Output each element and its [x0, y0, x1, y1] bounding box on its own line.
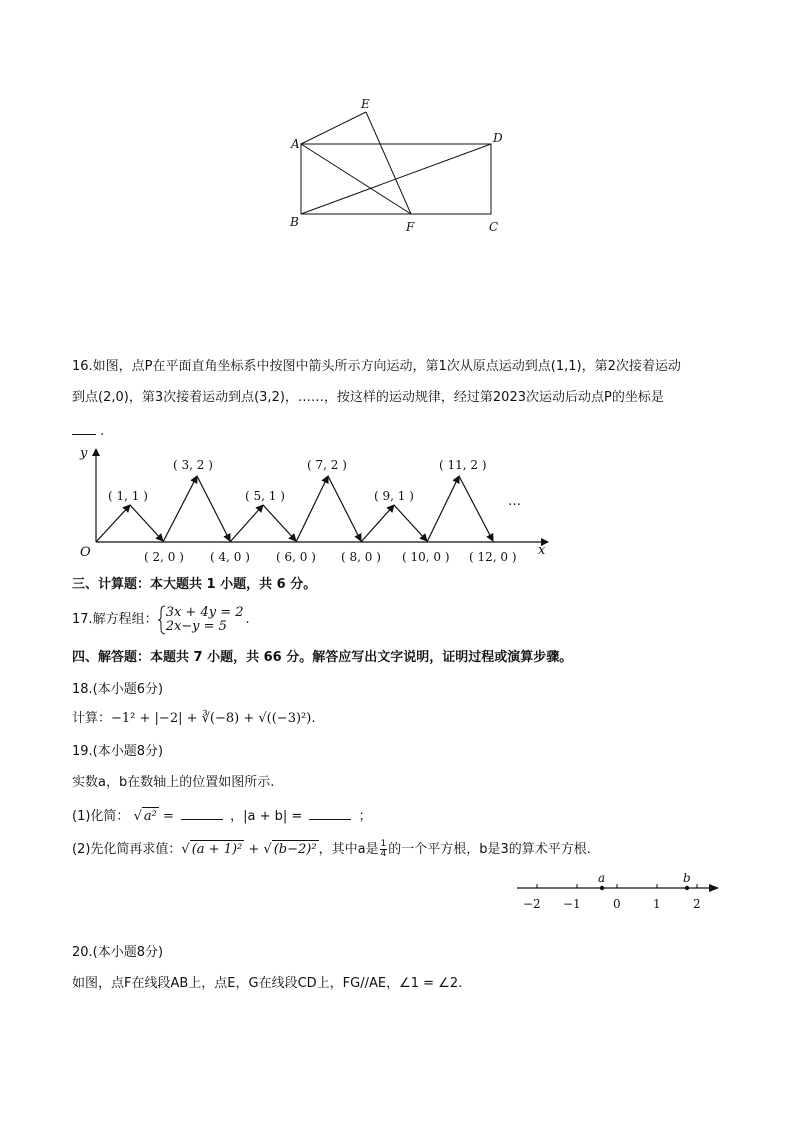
q19-part1-end: ；: [358, 809, 372, 824]
q16-period: .: [100, 424, 105, 439]
q19-blank-1: [181, 805, 223, 820]
q20-text: 如图，点F在线段AB上，点E，G在线段CD上，FG//AE，∠1 = ∠2.: [72, 976, 463, 991]
point-a-label: a: [598, 871, 606, 885]
label-f: F: [406, 220, 415, 234]
bottom-label-6: ( 12, 0 ): [469, 550, 517, 564]
arrow-4: [197, 476, 230, 541]
label-a: A: [291, 137, 300, 151]
q19-part1-prefix: (1)化简：: [72, 809, 130, 824]
label-e: E: [361, 97, 370, 111]
arrow-3: [163, 476, 197, 542]
q18-expression: −1² + |−2| + ∛(−8) + √((−3)²).: [111, 711, 316, 726]
q17-suffix: .: [245, 612, 250, 627]
bottom-label-3: ( 6, 0 ): [276, 550, 316, 564]
bottom-label-2: ( 4, 0 ): [210, 550, 250, 564]
q19-part2: [72, 840, 591, 859]
point-b: [685, 886, 689, 890]
brace-icon: [158, 605, 166, 635]
q18-title: 18.(本小题6分): [72, 682, 164, 697]
arrow-9: [361, 505, 394, 542]
q18-body: [72, 710, 315, 728]
number-line: [512, 870, 724, 915]
q19-part2-expression: √ (a + 1)² + √ (b−2)²: [181, 842, 317, 857]
q17-system: [166, 606, 244, 634]
q16-answer-blank: [72, 420, 96, 435]
arrow-11: [427, 476, 459, 542]
arrow-6: [263, 505, 296, 541]
arrow-1: [96, 505, 130, 542]
point-b-label: b: [683, 871, 691, 885]
q19-blank-2: [309, 805, 351, 820]
q17-eq1: 3x + 4y = 2: [165, 605, 244, 620]
origin-label: O: [80, 545, 91, 560]
ellipsis: …: [508, 494, 521, 509]
q16-line1: 16.如图，点P在平面直角坐标系中按图中箭头所示方向运动，第1次从原点运动到点(1,1)，第2次接着运动: [72, 359, 681, 374]
arrow-5: [230, 505, 263, 542]
q19-title: 19.(本小题8分): [72, 744, 164, 759]
segment-ae: [301, 112, 366, 144]
top-label-4: ( 7, 2 ): [307, 458, 347, 472]
frac-denominator: 4: [380, 849, 387, 859]
q17-prefix: 17.解方程组：: [72, 612, 158, 627]
segment-ef: [366, 112, 411, 214]
q17: [72, 603, 250, 637]
y-axis-label: y: [80, 446, 88, 461]
tick-label-minus-2: −2: [523, 897, 541, 911]
top-label-6: ( 11, 2 ): [439, 458, 487, 472]
top-label-1: ( 1, 1 ): [108, 489, 148, 503]
q16-line2: 到点(2,0)，第3次接着运动到点(3,2)，……，按这样的运动规律，经过第2023次运动后动点P的坐标是: [72, 390, 664, 405]
q19-part2-prefix: (2)先化简再求值：: [72, 841, 182, 857]
bottom-label-4: ( 8, 0 ): [341, 550, 381, 564]
x-axis-label: x: [538, 543, 546, 558]
q17-eq2: 2x−y = 5: [165, 619, 227, 634]
q19-intro: 实数a，b在数轴上的位置如图所示.: [72, 775, 275, 790]
tick-label-0: 0: [613, 897, 621, 911]
tick-label-minus-1: −1: [563, 897, 581, 911]
section3-heading: 三、计算题：本大题共 1 小题，共 6 分。: [72, 577, 317, 592]
arrow-12: [459, 476, 493, 541]
q18-prefix: 计算：: [72, 711, 112, 726]
tick-label-1: 1: [653, 897, 661, 911]
q19-part2-mid: ，其中a是: [318, 841, 379, 857]
bottom-label-1: ( 2, 0 ): [144, 550, 184, 564]
top-label-5: ( 9, 1 ): [374, 489, 414, 503]
q19-part1-mid: ，|a + b| =: [230, 809, 303, 824]
tick-label-2: 2: [693, 897, 701, 911]
q19-part1: [72, 805, 372, 826]
zigzag-figure: [70, 445, 560, 570]
label-c: C: [489, 220, 499, 234]
arrow-7: [296, 476, 328, 542]
q20-title: 20.(本小题8分): [72, 945, 164, 960]
arrow-10: [394, 505, 427, 541]
top-label-2: ( 3, 2 ): [173, 458, 213, 472]
q19-part2-end: 的一个平方根，b是3的算术平方根.: [388, 841, 591, 857]
top-label-3: ( 5, 1 ): [245, 489, 285, 503]
arrow-2: [130, 505, 163, 541]
frac-numerator: 1: [380, 839, 387, 849]
arrow-8: [328, 476, 361, 541]
section4-heading: 四、解答题：本题共 7 小题，共 66 分。解答应写出文字说明，证明过程或演算步骤。: [72, 650, 573, 665]
sqrt-a-squared: √ a² =: [133, 809, 174, 824]
q16-answer-line: [72, 420, 104, 441]
label-d: D: [493, 131, 503, 145]
segment-af: [301, 144, 411, 214]
point-a: [600, 886, 604, 890]
label-b: B: [290, 215, 299, 229]
bottom-label-5: ( 10, 0 ): [402, 550, 450, 564]
fraction-one-quarter: [380, 840, 388, 859]
rectangle-figure: [280, 90, 510, 240]
